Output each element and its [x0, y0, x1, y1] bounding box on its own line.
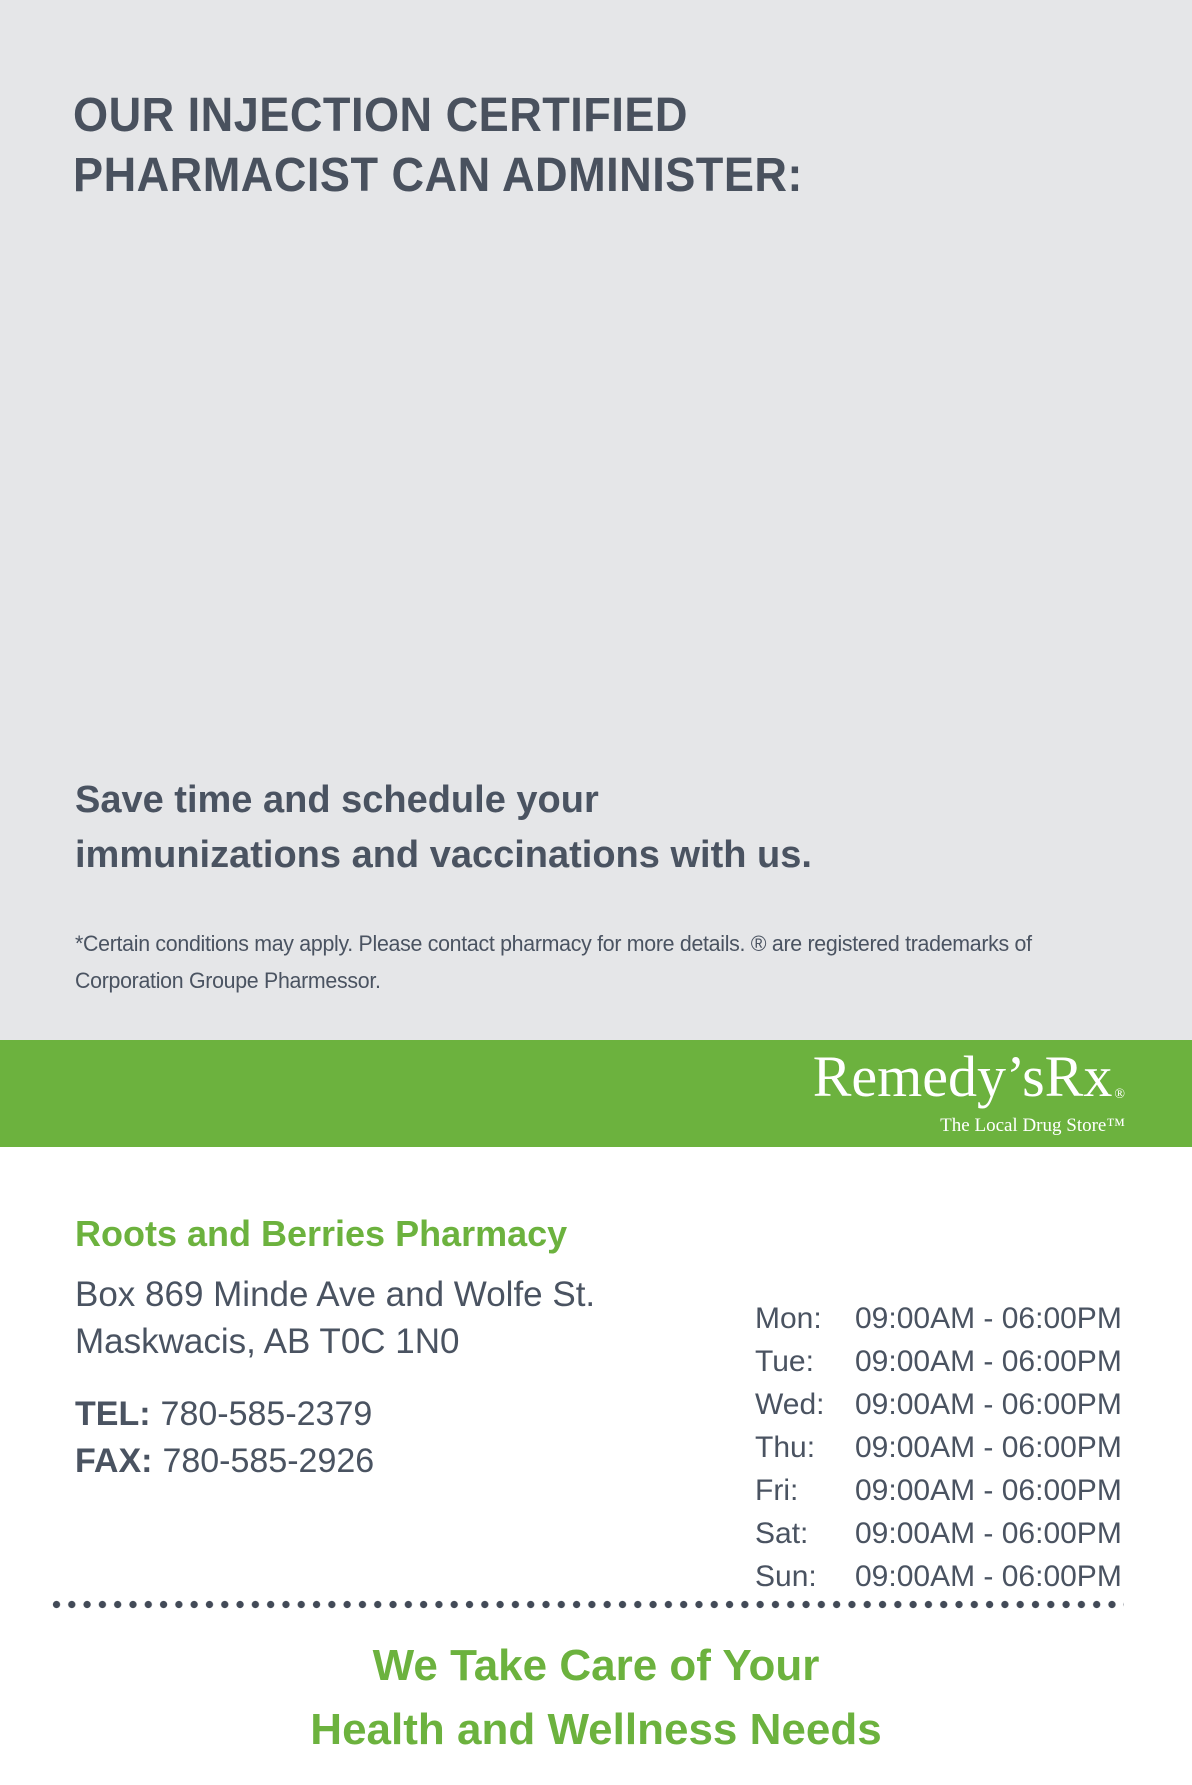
hours-row-sun	[755, 1555, 1122, 1598]
fax-row	[75, 1438, 374, 1485]
disclaimer-line-2: Corporation Groupe Pharmessor.	[75, 968, 381, 993]
tel-row	[75, 1391, 374, 1438]
fax-label: FAX:	[75, 1442, 153, 1480]
brand-logo-text: Remedy’sRx	[812, 1044, 1113, 1109]
promo-tagline	[75, 773, 812, 883]
fax-number: 780-585-2926	[162, 1442, 375, 1480]
hours-row-mon	[755, 1297, 1122, 1340]
hours-time: 09:00AM - 06:00PM	[855, 1431, 1122, 1464]
pharmacy-address	[75, 1271, 595, 1365]
footer-slogan	[0, 1634, 1192, 1762]
pharmacy-address-line-2: Maskwacis, AB T0C 1N0	[75, 1322, 460, 1361]
hours-row-thu	[755, 1426, 1122, 1469]
promo-heading-line-2: PHARMACIST CAN ADMINISTER:	[73, 149, 803, 202]
promo-tagline-line-2: immunizations and vaccinations with us.	[75, 834, 812, 876]
hours-time: 09:00AM - 06:00PM	[855, 1517, 1122, 1550]
hours-row-sat	[755, 1512, 1122, 1555]
hours-row-wed	[755, 1383, 1122, 1426]
registered-trademark-mark: ®	[1114, 1087, 1125, 1102]
disclaimer-line-1: *Certain conditions may apply. Please contact pharmacy for more details. ® are registered trademarks of	[75, 931, 1032, 956]
hours-time: 09:00AM - 06:00PM	[855, 1474, 1122, 1507]
tel-number: 780-585-2379	[160, 1395, 373, 1433]
promo-heading	[73, 86, 803, 206]
hours-day: Mon:	[755, 1302, 822, 1335]
store-hours-table	[755, 1297, 1122, 1598]
hours-time: 09:00AM - 06:00PM	[855, 1302, 1122, 1335]
brand-logo	[812, 1044, 1125, 1136]
hours-day: Sat:	[755, 1517, 809, 1550]
hours-time: 09:00AM - 06:00PM	[855, 1345, 1122, 1378]
hours-row-fri	[755, 1469, 1122, 1512]
brand-logo-tagline: The Local Drug Store™	[940, 1115, 1125, 1136]
pharmacy-name: Roots and Berries Pharmacy	[75, 1213, 568, 1254]
hours-day: Tue:	[755, 1345, 814, 1378]
footer-slogan-line-2: Health and Wellness Needs	[310, 1705, 882, 1754]
promo-heading-line-1: OUR INJECTION CERTIFIED	[73, 89, 688, 142]
brand-banner	[0, 1040, 1192, 1147]
brand-logo-wordmark	[812, 1044, 1125, 1122]
pharmacy-address-line-1: Box 869 Minde Ave and Wolfe St.	[75, 1275, 596, 1314]
hours-day: Fri:	[755, 1474, 799, 1507]
promo-tagline-line-1: Save time and schedule your	[75, 779, 599, 821]
hours-day: Wed:	[755, 1388, 825, 1421]
hours-time: 09:00AM - 06:00PM	[855, 1388, 1122, 1421]
tel-label: TEL:	[75, 1395, 151, 1433]
hours-row-tue	[755, 1340, 1122, 1383]
hours-day: Thu:	[755, 1431, 816, 1464]
hours-day: Sun:	[755, 1560, 817, 1593]
footer-slogan-line-1: We Take Care of Your	[372, 1641, 820, 1690]
pharmacy-phones	[75, 1391, 374, 1485]
dotted-divider	[52, 1600, 1124, 1609]
disclaimer-text	[75, 925, 1113, 999]
hours-time: 09:00AM - 06:00PM	[855, 1560, 1122, 1593]
